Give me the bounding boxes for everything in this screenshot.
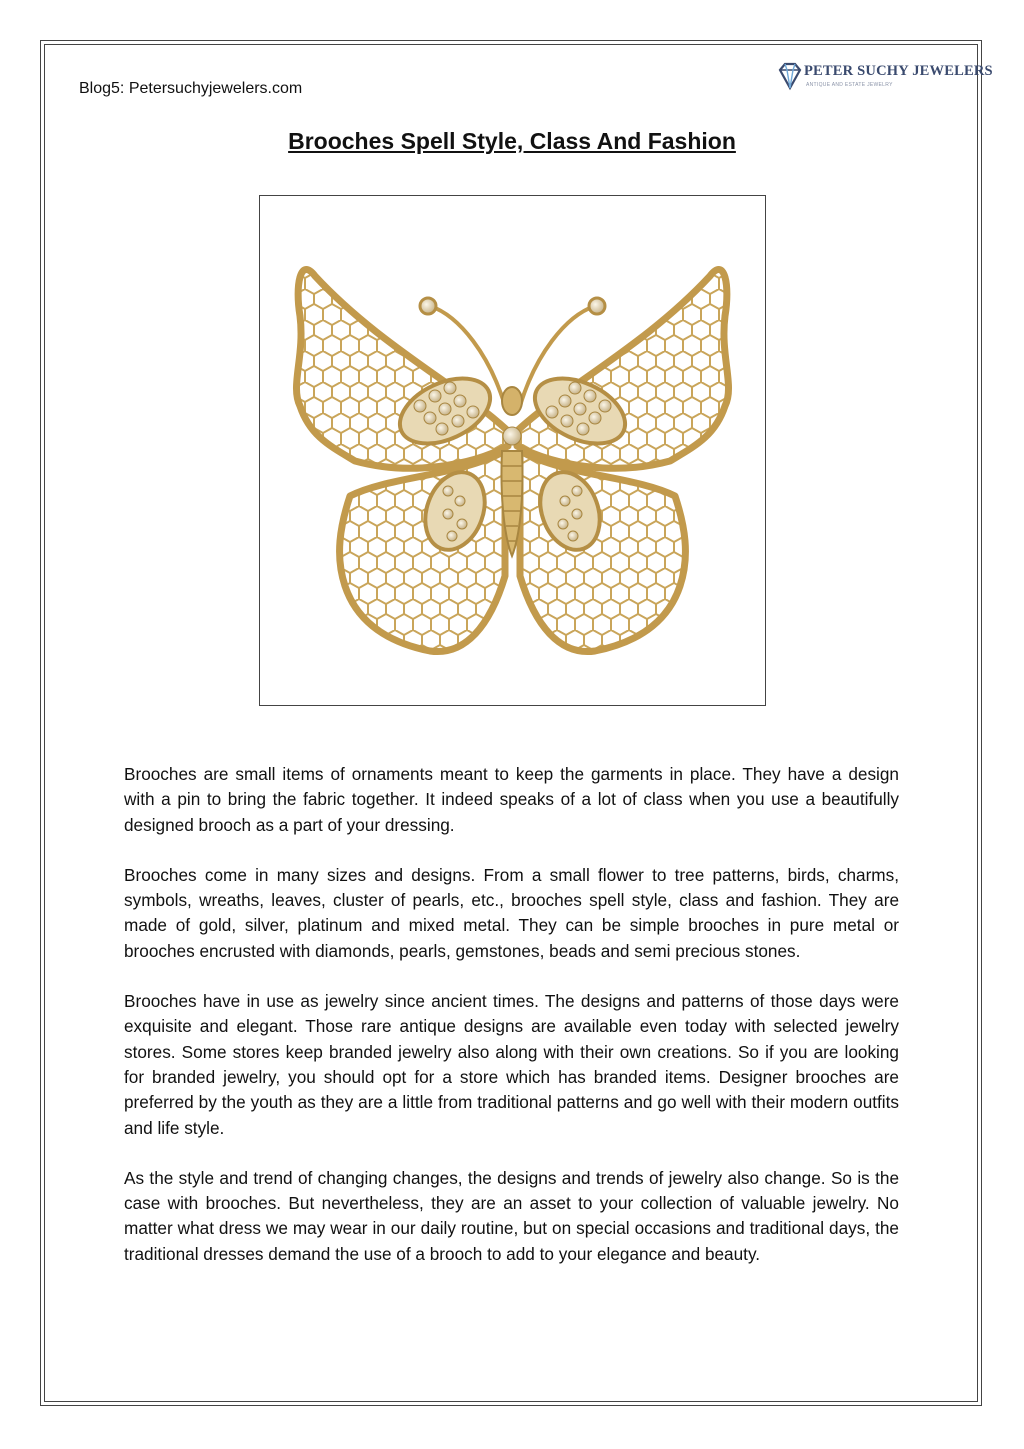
paragraph-1: Brooches are small items of ornaments meant to keep the garments in place. They have a design with a pin to bring the fabric together. It indeed speaks of a lot of class when you use a beautifully designed brooch as a part of your dressing. xyxy=(124,764,899,835)
article-body xyxy=(124,762,899,1292)
logo-name: PETER SUCHY JEWELERS xyxy=(804,63,993,79)
diamond-icon xyxy=(778,62,802,92)
paragraph-3: Brooches have in use as jewelry since ancient times. The designs and patterns of those days were exquisite and elegant. Those rare antique designs are available even today with selected jewelry stores. Some stores keep branded jewelry also along with their own creations. So if you are looking for branded jewelry, you should opt for a store which has branded items. Designer brooches are preferred by the youth as they are a little from traditional patterns and go well with their modern outfits and life style. xyxy=(124,991,899,1138)
logo-tagline: ANTIQUE AND ESTATE JEWELRY xyxy=(806,82,893,88)
brand-logo xyxy=(778,60,993,96)
butterfly-brooch-icon xyxy=(260,196,765,705)
brooch-image xyxy=(259,195,766,706)
article-title: Brooches Spell Style, Class And Fashion xyxy=(288,128,736,154)
paragraph-2: Brooches come in many sizes and designs. From a small flower to tree patterns, birds, charms, symbols, wreaths, leaves, cluster of pearls, etc., brooches spell style, class and fashion. They are made of gold, silver, platinum and mixed metal. They can be simple brooches in pure metal or brooches encrusted with diamonds, pearls, gemstones, beads and semi precious stones. xyxy=(124,864,899,961)
blog-label: Blog5: Petersuchyjewelers.com xyxy=(79,80,303,97)
paragraph-4: As the style and trend of changing changes, the designs and trends of jewelry also change. So is the case with brooches. But nevertheless, they are an asset to your collection of valuable jewelry. No matter what dress we may wear in our daily routine, but on special occasions and traditional days, the traditional dresses demand the use of a brooch to add to your elegance and beauty. xyxy=(124,1167,899,1264)
